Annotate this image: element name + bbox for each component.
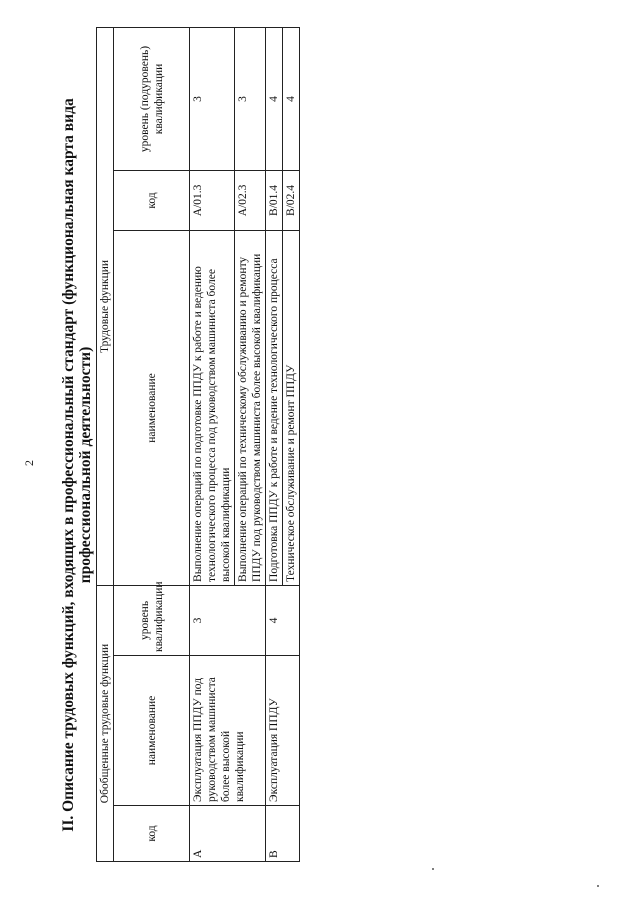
function-level: 4 [283, 27, 300, 170]
header-sublevel: уровень (подуровень) квалификации [114, 27, 190, 170]
function-code: A/02.3 [235, 170, 266, 230]
header-row-columns [114, 27, 190, 861]
functional-map-table [96, 27, 300, 862]
row-a-code: A [190, 806, 266, 862]
title-line-2: профессиональной деятельности) [77, 346, 94, 584]
table-row [190, 27, 235, 861]
header-level: уровень квалификации [114, 585, 190, 655]
header-labor-functions: Трудовые функции [97, 27, 114, 585]
function-name: Выполнение операций по подготовке ППДУ к работе и ведению технологического процесса под руководством машиниста более высокой квалификации [190, 230, 235, 585]
row-b-name: Эксплуатация ППДУ [266, 656, 300, 806]
function-name: Выполнение операций по техническому обслуживанию и ремонту ППДУ под руководством машиниста более высокой квалификации [235, 230, 266, 585]
header-function-code: код [114, 170, 190, 230]
scan-speck [597, 885, 599, 887]
section-title [60, 65, 94, 865]
function-level: 4 [266, 27, 283, 170]
header-code: код [114, 806, 190, 862]
page-number: 2 [22, 460, 36, 466]
scan-speck [432, 868, 434, 870]
header-function-name: наименование [114, 230, 190, 585]
function-code: B/02.4 [283, 170, 300, 230]
row-b-code: B [266, 806, 300, 862]
table-row [266, 27, 283, 861]
function-level: 3 [235, 27, 266, 170]
header-row-groups [97, 27, 114, 861]
function-level: 3 [190, 27, 235, 170]
row-a-level: 3 [190, 585, 266, 655]
header-generalized-functions: Обобщенные трудовые функции [97, 585, 114, 861]
function-code: A/01.3 [190, 170, 235, 230]
header-name: наименование [114, 656, 190, 806]
function-name: Техническое обслуживание и ремонт ППДУ [283, 230, 300, 585]
title-line-1: II. Описание трудовых функций, входящих в профессиональный стандарт (функциональная карта вида [60, 98, 77, 832]
function-name: Подготовка ППДУ к работе и ведение технологического процесса [266, 230, 283, 585]
row-b-level: 4 [266, 585, 300, 655]
row-a-name: Эксплуатация ППДУ под руководством машиниста более высокой квалификации [190, 656, 266, 806]
function-code: B/01.4 [266, 170, 283, 230]
